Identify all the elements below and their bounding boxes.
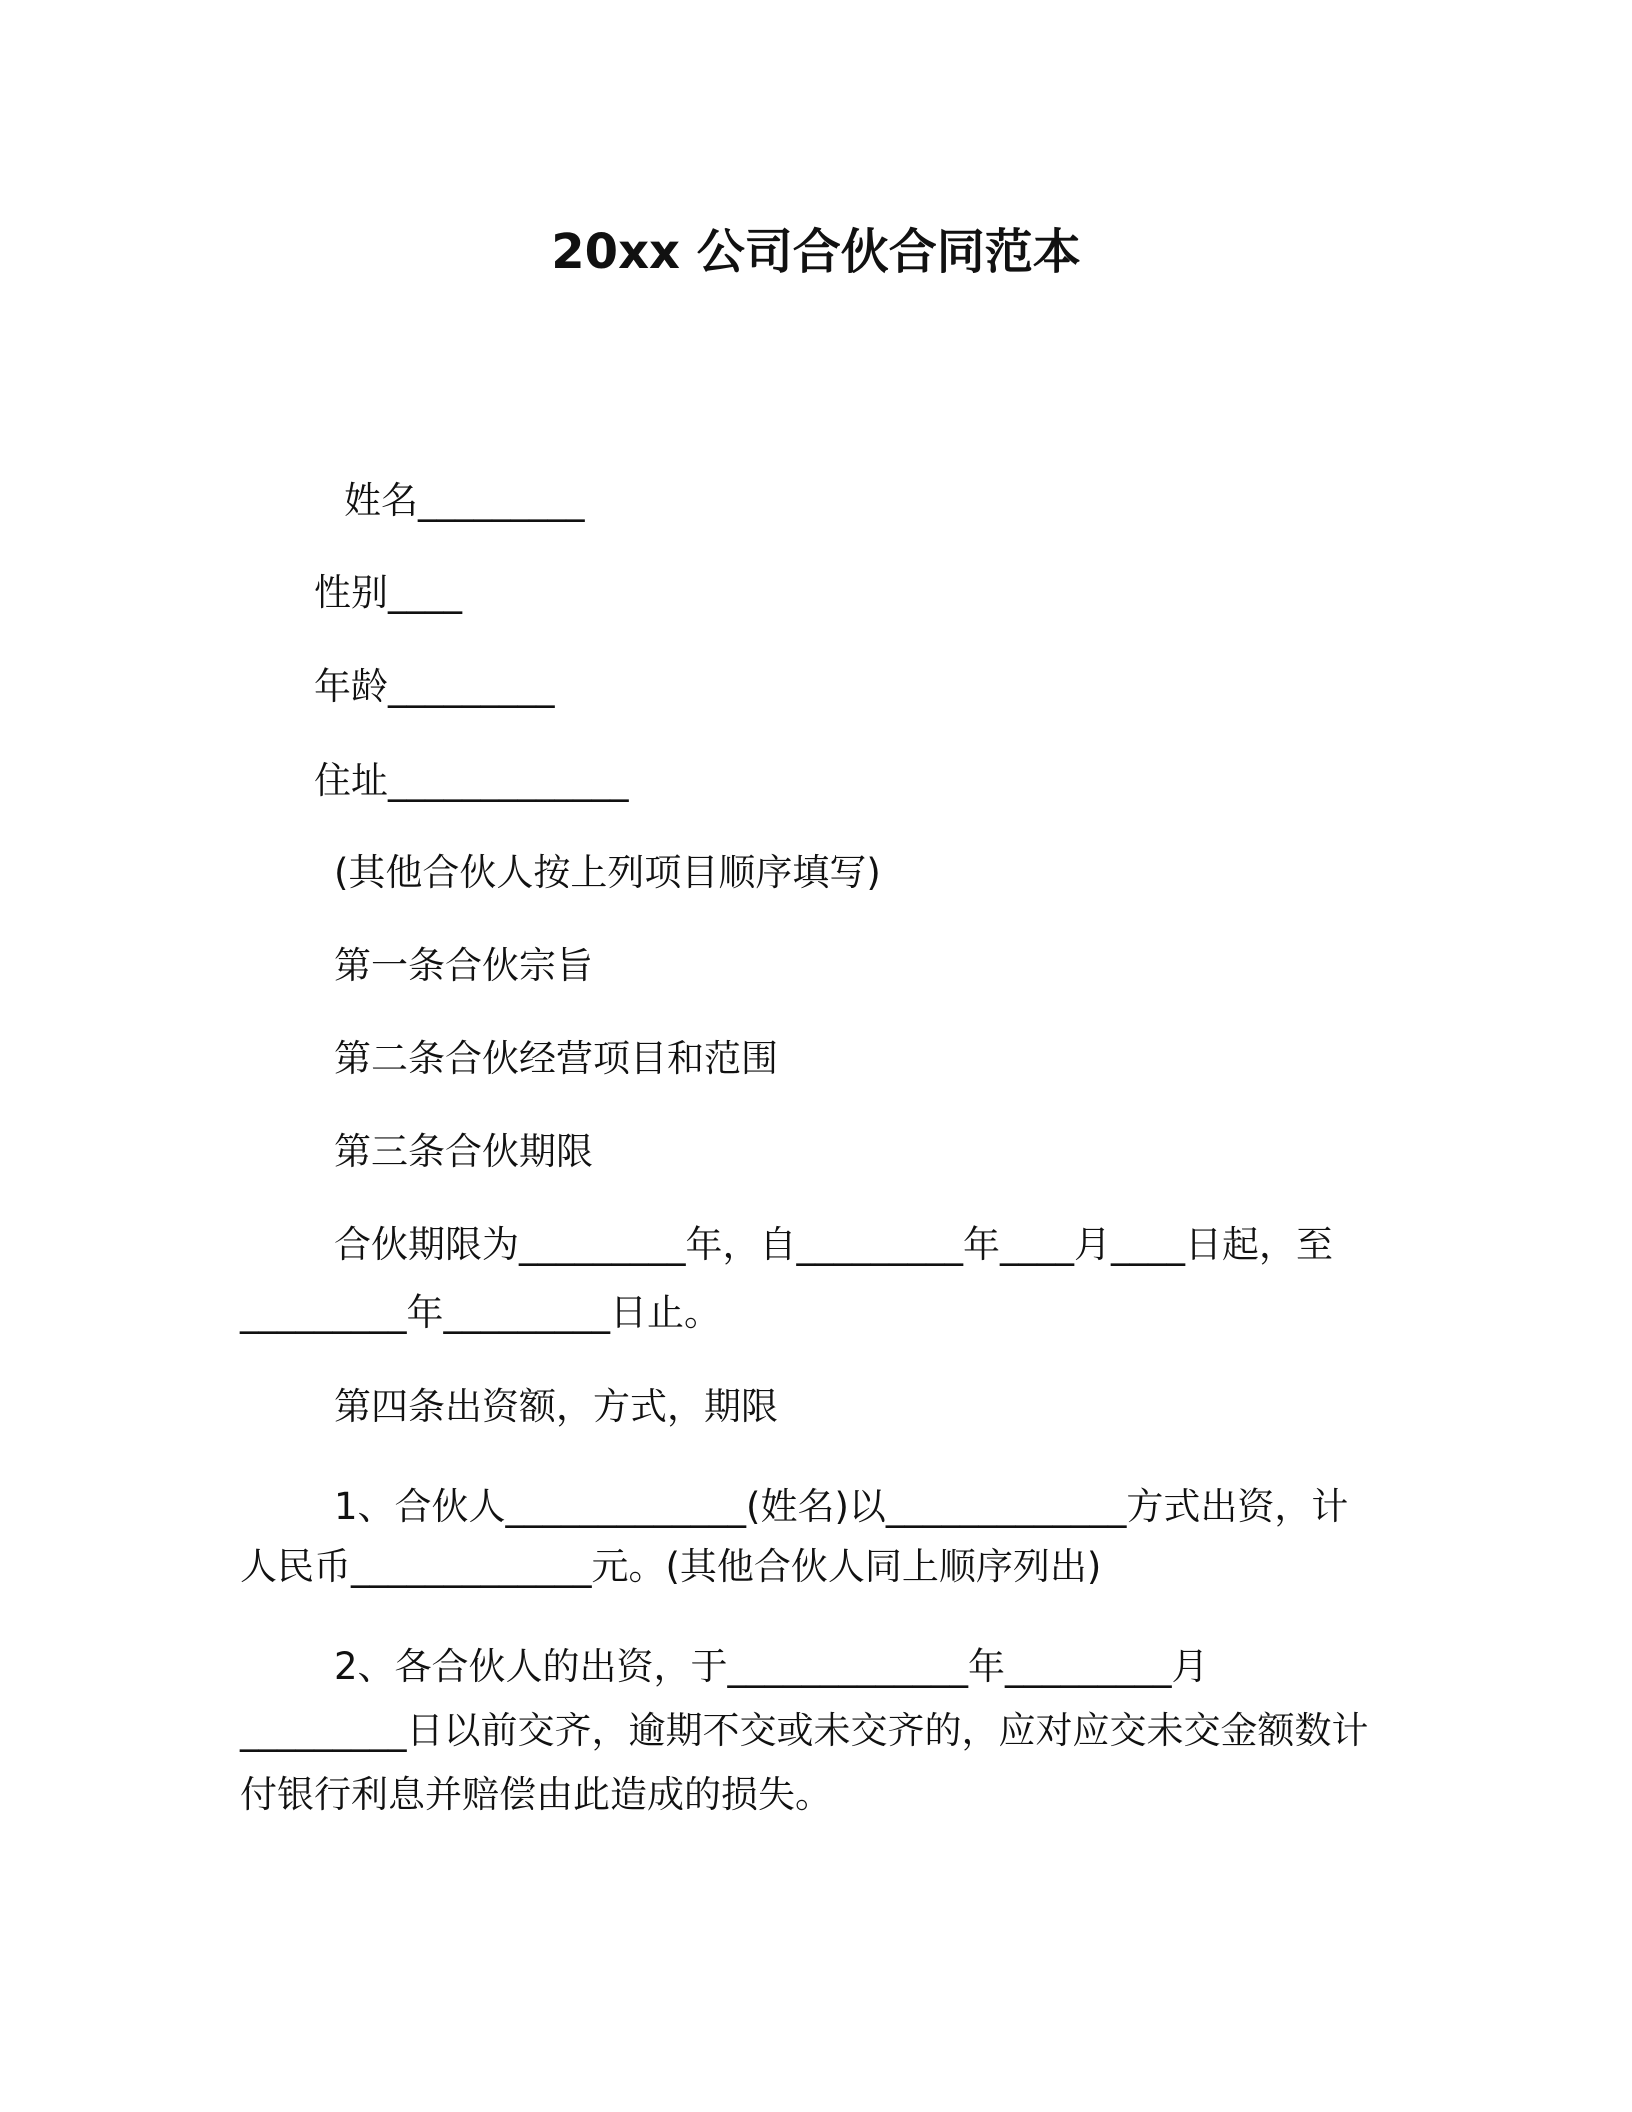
document-title: 20xx 公司合伙合同范本 bbox=[551, 224, 1081, 280]
article-2-heading: 第二条合伙经营项目和范围 bbox=[334, 1037, 778, 1080]
clause-1-line-2: 人民币_____________元。(其他合伙人同上顺序列出) bbox=[240, 1545, 1102, 1588]
clause-2-line-1: 2、各合伙人的出资，于_____________年_________月 bbox=[334, 1645, 1209, 1688]
field-address: 住址_____________ bbox=[314, 759, 629, 802]
article-4-heading: 第四条出资额，方式，期限 bbox=[334, 1385, 778, 1428]
article-3-text-line-2: _________年_________日止。 bbox=[240, 1291, 721, 1334]
field-gender: 性别____ bbox=[314, 571, 462, 614]
article-3-heading: 第三条合伙期限 bbox=[334, 1130, 593, 1173]
clause-2-line-3: 付银行利息并赔偿由此造成的损失。 bbox=[240, 1773, 832, 1816]
clause-2-line-2: _________日以前交齐，逾期不交或未交齐的，应对应交未交金额数计 bbox=[240, 1709, 1369, 1752]
field-age: 年龄_________ bbox=[314, 665, 555, 708]
article-1-heading: 第一条合伙宗旨 bbox=[334, 944, 593, 987]
article-3-text-line-1: 合伙期限为_________年，自_________年____月____日起，至 bbox=[334, 1223, 1333, 1266]
field-name: 姓名_________ bbox=[344, 479, 585, 522]
fill-note: (其他合伙人按上列项目顺序填写) bbox=[334, 851, 881, 894]
clause-1-line-1: 1、合伙人_____________(姓名)以_____________方式出资，计 bbox=[334, 1485, 1349, 1528]
